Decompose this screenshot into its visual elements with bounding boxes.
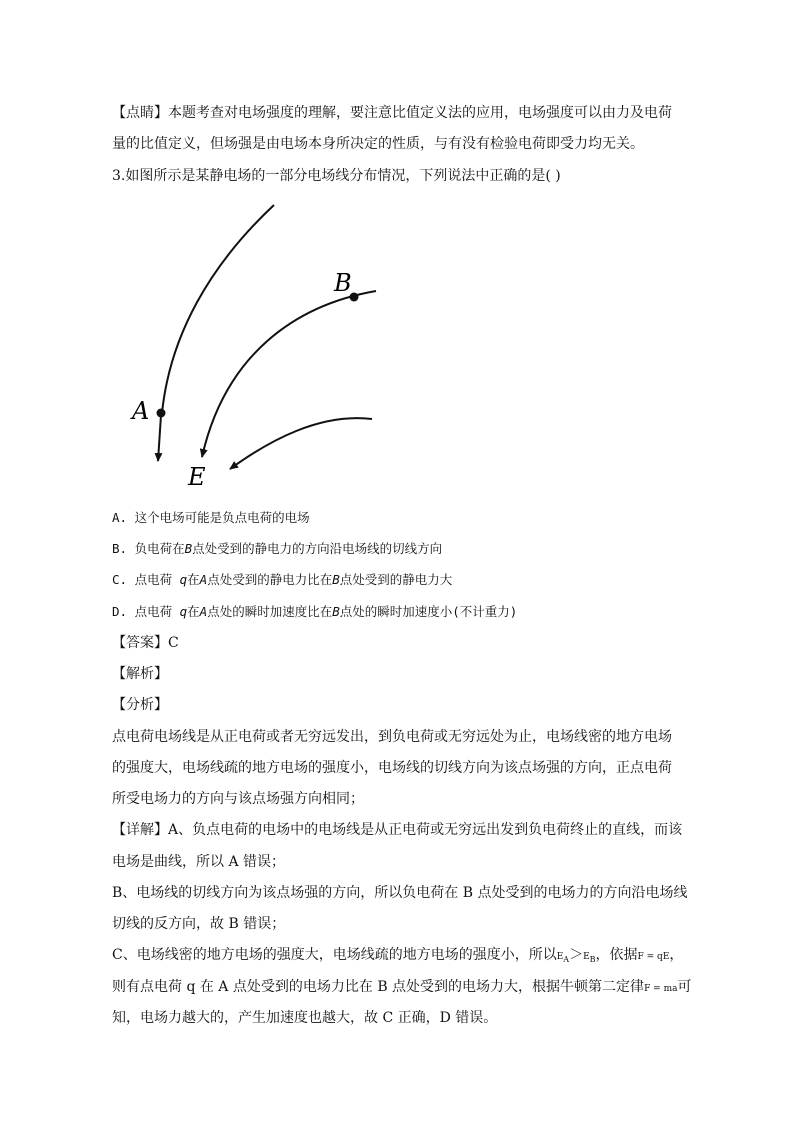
field-line-right [230,418,372,469]
field-strength-ea: E [556,952,564,962]
option-d [112,602,517,622]
detail-line-5-text: C、电场线密的地方电场的强度大，电场线疏的地方电场的强度小，所以 [112,947,557,963]
option-d-text-3: 点处的瞬时加速度比在 [207,604,333,619]
option-d-text-4: 点处的瞬时加速度小(不计重力) [339,604,518,619]
formula-f-qe: F = qE [637,952,670,962]
option-b-text: B. 负电荷在 [112,541,185,556]
option-d-var-b: B [332,604,340,619]
option-c-var-a: A [199,572,208,587]
option-b [112,539,442,559]
field-line-left [162,205,274,413]
option-d-var-a: A [199,604,208,619]
detail-line-6-text: 则有点电荷 q 在 A 点处受到的电场力比在 B 点处受到的电场力大，根据牛顿第二定律 [112,979,645,995]
point-a [157,409,166,418]
option-d-var-q: q [179,604,188,619]
dianjing-line-2: 量的比值定义，但场强是由电场本身所决定的性质，与有没有检验电荷即受力均无关。 [112,136,644,152]
detail-line-1: 【详解】A、负点电荷的电场中的电场线是从正电荷或无穷远出发到负电荷终止的直线，而该 [112,822,683,838]
option-c [112,570,452,590]
option-c-text-4: 点处受到的静电力大 [339,572,453,587]
dianjing-line-1: 【点睛】本题考查对电场强度的理解，要注意比值定义法的应用，电场强度可以由力及电荷 [112,105,672,121]
option-b-text-2: 点处受到的静电力的方向沿电场线的切线方向 [192,541,443,556]
option-c-var-b: B [332,572,340,587]
subscript-a: A [563,955,570,964]
option-c-text: C. 点电荷 [112,572,180,587]
analysis-line-3: 所受电场力的方向与该点场强方向相同； [112,791,364,807]
formula-f-ma: F = ma [644,984,678,994]
option-c-text-3: 点处受到的静电力比在 [207,572,333,587]
option-d-text-2: 在 [187,604,200,619]
detail-line-5-text-3: ， [669,947,684,963]
analysis-line-1: 点电荷电场线是从正电荷或者无穷远发出，到负电荷或无穷远处为止，电场线密的地方电场 [112,729,672,745]
electric-field-lines-figure [120,195,390,495]
detail-line-5 [112,945,683,970]
option-c-var-q: q [179,572,188,587]
detail-line-6-text-2: 可 [677,979,692,995]
detail-line-5-text-2: ，依据 [595,947,638,963]
option-a: A. 这个电场可能是负点电荷的电场 [112,510,310,525]
field-strength-eb: E [583,952,590,962]
option-c-text-2: 在 [187,572,200,587]
jiexi-heading: 【解析】 [112,666,168,682]
detail-line-2: 电场是曲线，所以 A 错误； [112,854,286,870]
detail-line-7: 知，电场力越大的，产生加速度也越大，故 C 正确，D 错误。 [112,1010,498,1026]
arrow-at-a [158,415,161,461]
detail-line-6 [112,977,691,999]
greater-than-sign: ＞ [569,947,584,963]
option-d-text: D. 点电荷 [112,604,180,619]
fenxi-heading: 【分析】 [112,697,168,713]
question-stem: 3.如图所示是某静电场的一部分电场线分布情况，下列说法中正确的是( ) [112,168,561,184]
detail-line-3: B、电场线的切线方向为该点场强的方向，所以负电荷在 B 点处受到的电场力的方向沿电场线 [112,885,688,901]
label-e: E [188,463,206,491]
field-line-middle [202,291,376,457]
answer: 【答案】C [112,635,179,651]
label-a: A [132,397,150,425]
detail-line-4: 切线的反方向，故 B 错误； [112,916,286,932]
label-b: B [334,269,352,297]
option-b-var: B [184,541,193,556]
subscript-b: B [589,955,596,964]
analysis-line-2: 的强度大，电场线疏的地方电场的强度小，电场线的切线方向为该点场强的方向，正点电荷 [112,760,672,776]
